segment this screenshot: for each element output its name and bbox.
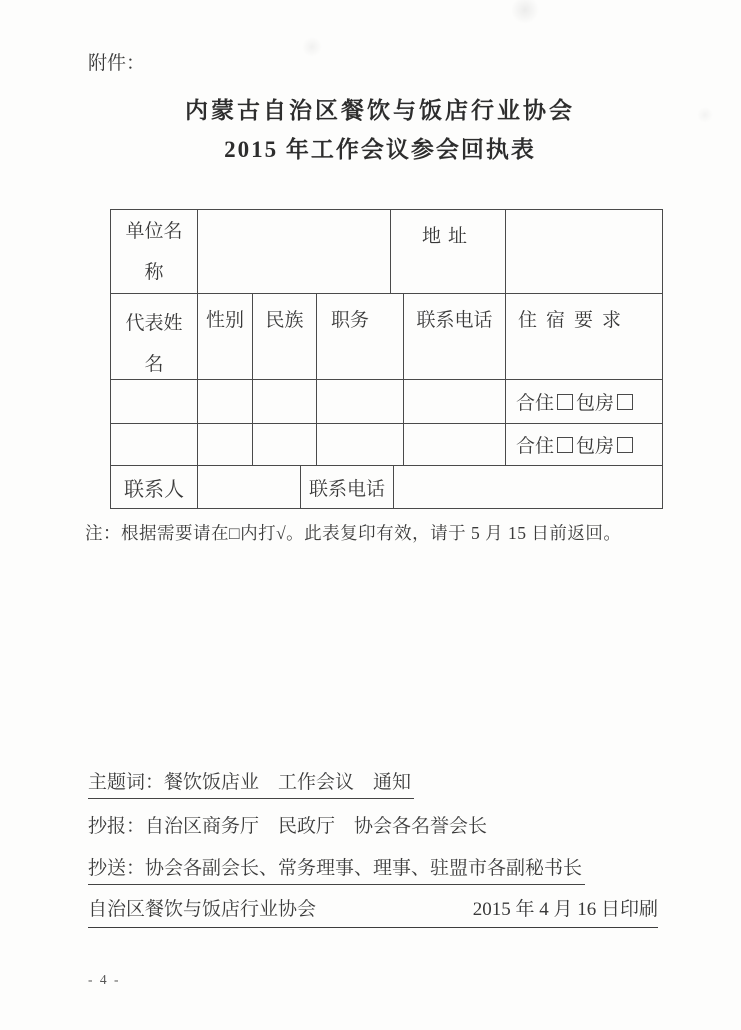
unit-name-input-cell [198,210,391,293]
gender-header-cell: 性别 [198,294,253,379]
table-row-contact [111,466,662,508]
contact-person-input-cell [198,466,301,508]
table-row-attendee-1 [111,380,662,424]
shared-room-checkbox[interactable] [557,437,573,453]
note-text: 注：根据需要请在□内打√。此表复印有效，请于 5 月 15 日前返回。 [85,523,622,543]
contact-phone-input-cell [394,466,662,508]
table-header-row [111,294,662,380]
attendee2-position-cell [317,424,404,465]
attendee1-position-cell [317,380,404,423]
attachment-label: 附件： [88,53,146,74]
issuer-name: 自治区餐饮与饭店行业协会 [88,899,317,920]
subject-line-text: 主题词：餐饮饭店业 工作会议 通知 [88,767,414,799]
private-room-checkbox[interactable] [617,394,633,410]
unit-name-label-cell: 单位名称 [111,210,198,293]
position-header-cell: 职务 [317,294,404,379]
attendee2-ethnicity-cell [253,424,317,465]
contact-phone-label-cell: 联系电话 [301,466,394,508]
page-number: - 4 - [88,972,121,987]
shared-room-label: 合住 [516,393,555,414]
registration-table [110,209,663,509]
document-subtitle: 2015 年工作会议参会回执表 [224,137,536,162]
accommodation-header-cell: 住宿要求 [518,310,631,331]
attendee2-accommodation-cell [506,424,662,465]
attendee2-gender-cell [198,424,253,465]
address-label-cell: 地址 [391,210,506,293]
private-room-checkbox[interactable] [617,437,633,453]
attendee2-name-cell [111,424,198,465]
subject-line [88,767,414,799]
print-date: 2015 年 4 月 16 日印刷 [472,899,658,920]
table-row-unit [111,210,662,294]
address-input-cell [506,210,662,293]
attendee2-phone-cell [404,424,506,465]
attendee1-accommodation-cell [506,380,662,423]
print-info-row [88,894,658,928]
shared-room-checkbox[interactable] [557,394,573,410]
ethnicity-header-cell: 民族 [253,294,317,379]
document-title: 内蒙古自治区餐饮与饭店行业协会 [185,98,575,123]
contact-person-label-cell: 联系人 [111,466,198,508]
copy-report-line: 抄报：自治区商务厅 民政厅 协会各名誉会长 [88,816,488,837]
attendee1-name-cell [111,380,198,423]
copy-send-line [88,853,585,885]
copy-send-line-text: 抄送：协会各副会长、常务理事、理事、驻盟市各副秘书长 [88,853,585,885]
shared-room-label: 合住 [516,436,555,457]
private-room-label: 包房 [576,436,615,457]
table-row-attendee-2 [111,424,662,466]
attendee1-ethnicity-cell [253,380,317,423]
attendee1-phone-cell [404,380,506,423]
phone-header-cell: 联系电话 [404,294,506,379]
attendee1-gender-cell [198,380,253,423]
private-room-label: 包房 [576,393,615,414]
representative-header-cell: 代表姓名 [111,294,198,379]
